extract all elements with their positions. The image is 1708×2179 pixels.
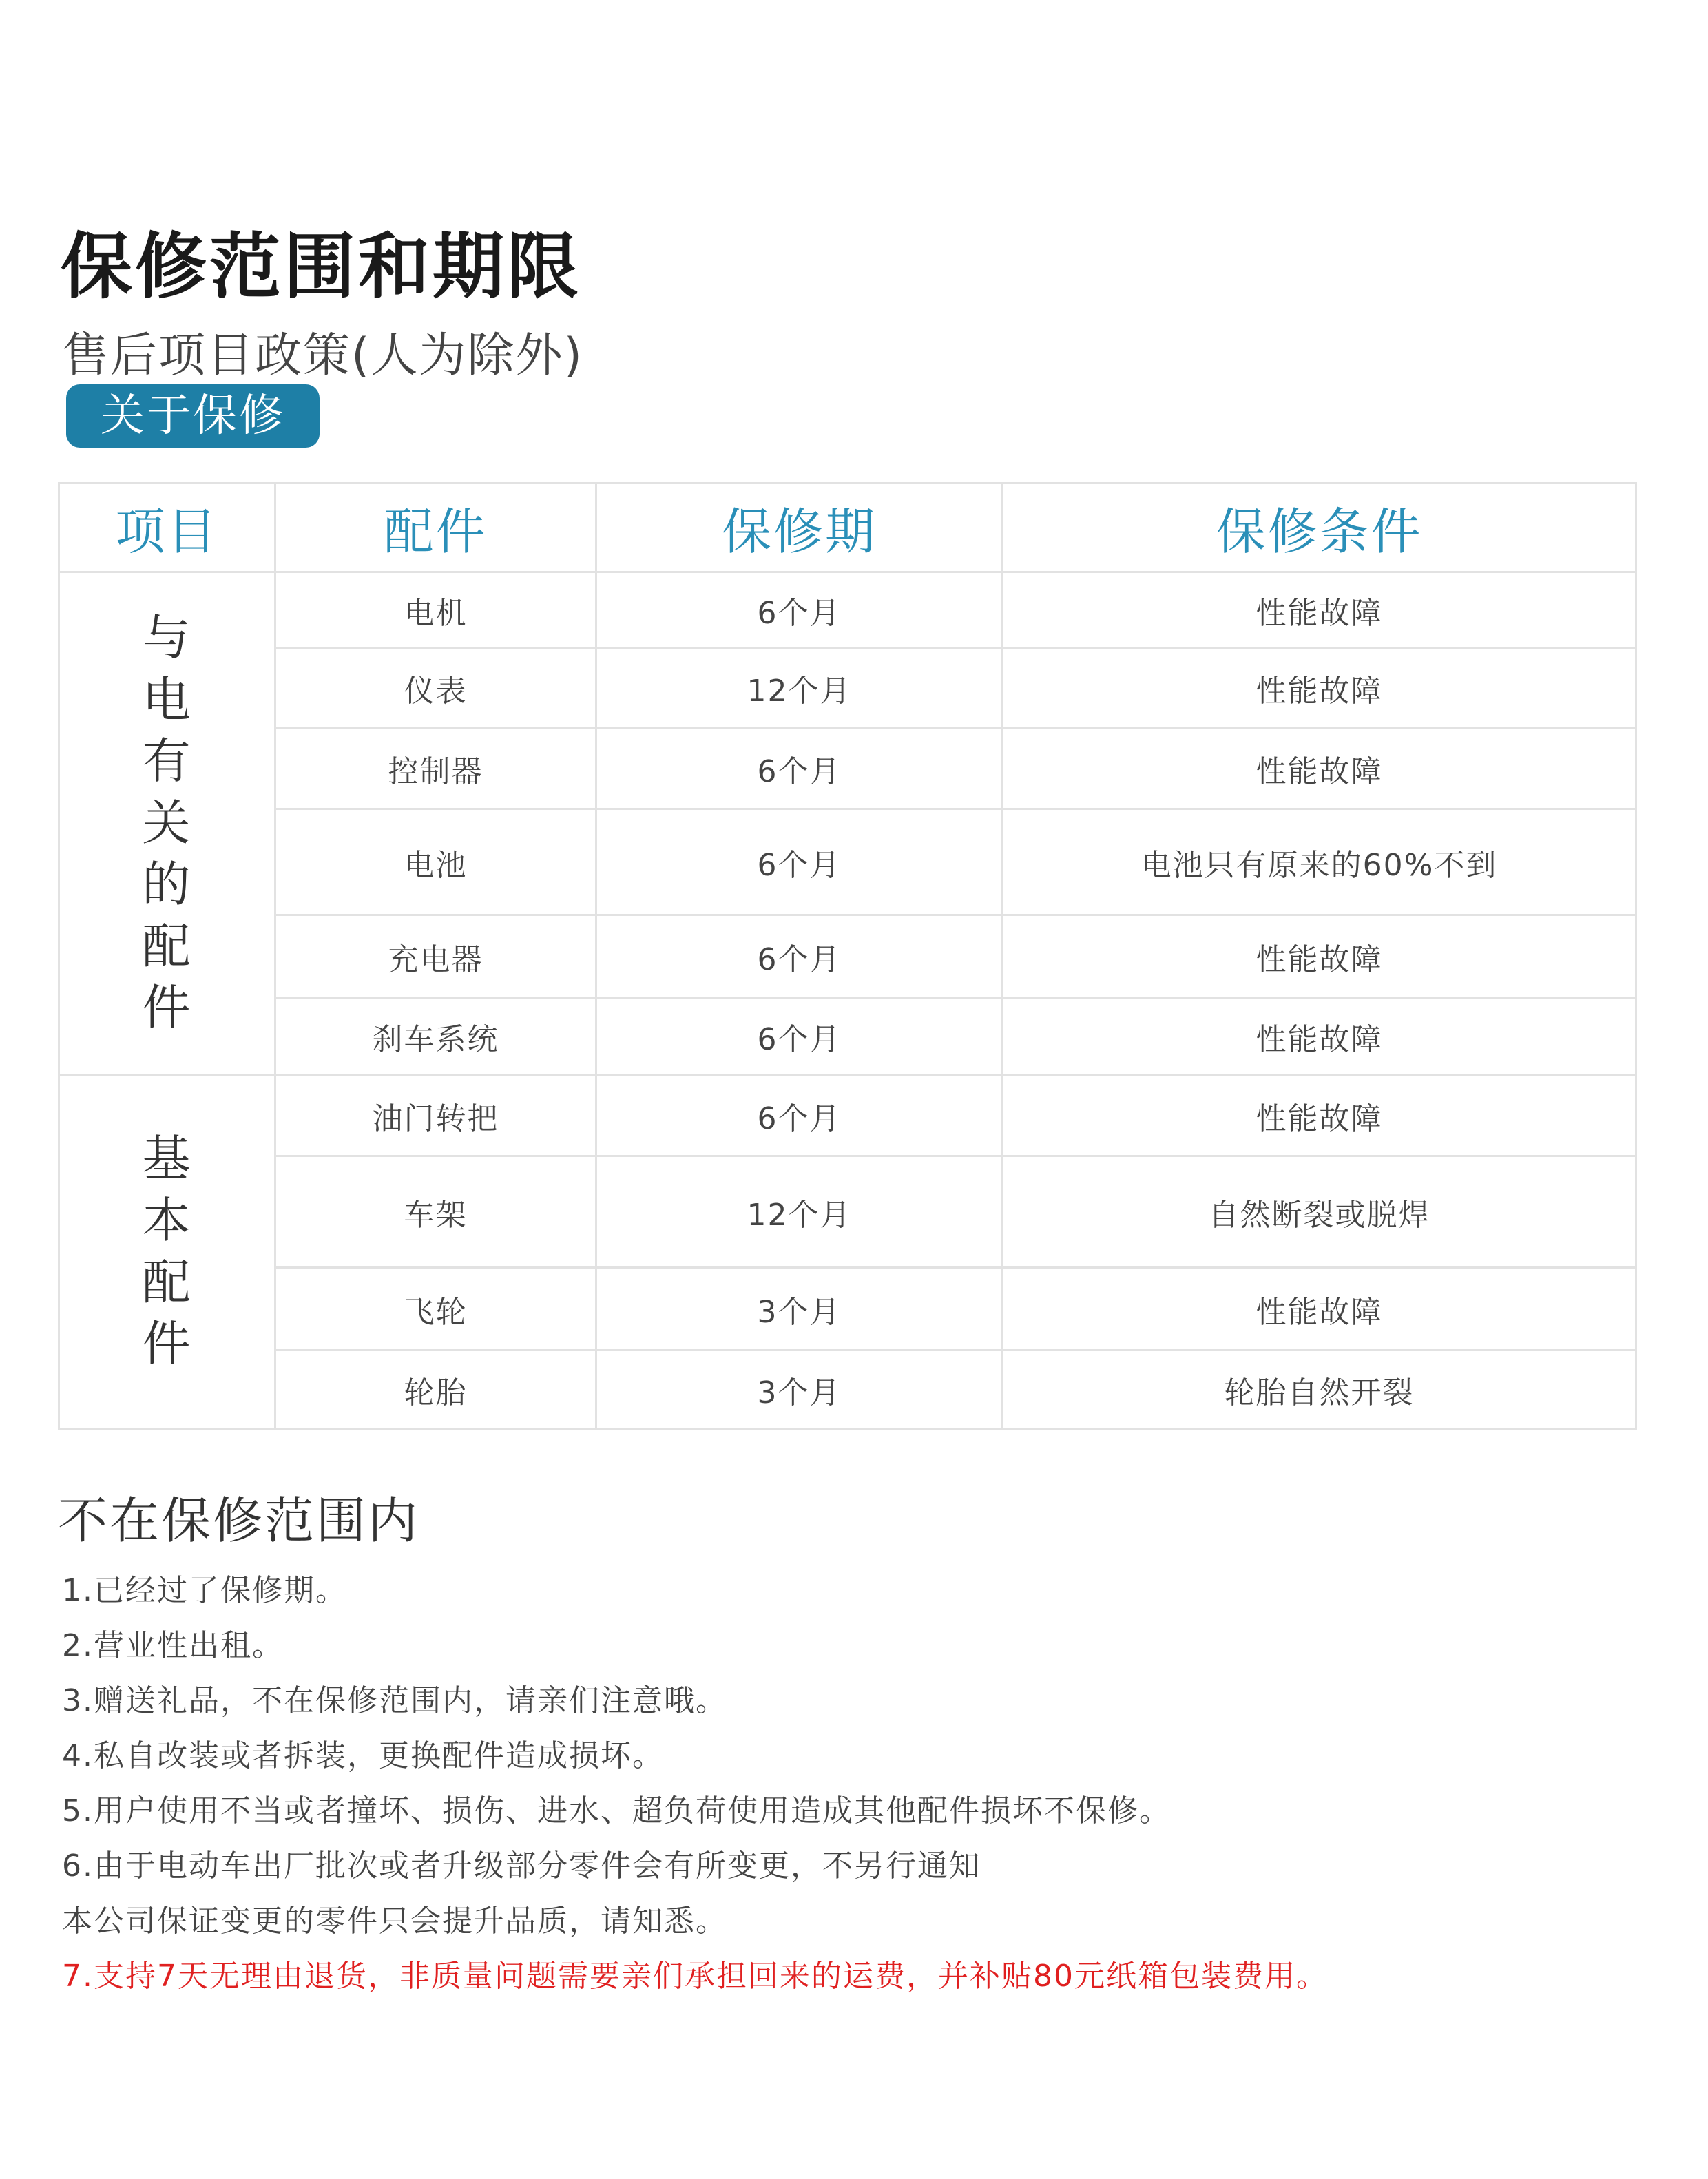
group-label-char: 本 (142, 1191, 192, 1249)
cell-part: 轮胎 (275, 1351, 596, 1429)
cell-part: 仪表 (275, 648, 596, 728)
group-label-char: 配 (142, 917, 192, 974)
cell-period: 6个月 (596, 728, 1003, 809)
group-label (60, 1128, 274, 1375)
table-row (59, 572, 1636, 648)
table-header-row (59, 483, 1636, 572)
cell-condition: 性能故障 (1003, 915, 1636, 998)
list-item: 4.私自改装或者拆装，更换配件造成损坏。 (62, 1738, 664, 1773)
list-item: 2.营业性出租。 (62, 1628, 284, 1663)
group-label-char: 与 (142, 609, 192, 666)
header-part: 配件 (275, 483, 596, 572)
exclusions-title: 不在保修范围内 (58, 1492, 420, 1550)
section-badge: 关于保修 (66, 384, 320, 448)
cell-period: 6个月 (596, 915, 1003, 998)
group-label-char: 关 (142, 794, 192, 851)
cell-condition: 性能故障 (1003, 998, 1636, 1075)
cell-period: 3个月 (596, 1268, 1003, 1351)
cell-condition: 自然断裂或脱焊 (1003, 1156, 1636, 1268)
group-label-char: 有 (142, 733, 192, 790)
header-item: 项目 (59, 483, 275, 572)
cell-period: 3个月 (596, 1351, 1003, 1429)
table-row (59, 648, 1636, 728)
cell-period: 6个月 (596, 572, 1003, 648)
header-condition: 保修条件 (1003, 483, 1636, 572)
cell-part: 电机 (275, 572, 596, 648)
table-row (59, 1351, 1636, 1429)
list-item: 5.用户使用不当或者撞坏、损伤、进水、超负荷使用造成其他配件损坏不保修。 (62, 1793, 1171, 1828)
cell-condition: 性能故障 (1003, 728, 1636, 809)
warranty-table (58, 482, 1637, 1430)
cell-part: 电池 (275, 809, 596, 915)
group-label-char: 配 (142, 1253, 192, 1311)
cell-part: 充电器 (275, 915, 596, 998)
group-label-char: 基 (142, 1130, 192, 1187)
page-subtitle: 售后项目政策(人为除外) (62, 329, 584, 383)
group-label-char: 件 (142, 1315, 192, 1373)
table-row (59, 1268, 1636, 1351)
list-item: 7.支持7天无理由退货，非质量问题需要亲们承担回来的运费，并补贴80元纸箱包装费用。 (62, 1959, 1328, 1994)
list-item: 6.由于电动车出厂批次或者升级部分零件会有所变更，不另行通知 (62, 1848, 981, 1884)
table-row (59, 1075, 1636, 1156)
cell-period: 6个月 (596, 809, 1003, 915)
list-item: 本公司保证变更的零件只会提升品质，请知悉。 (62, 1904, 727, 1939)
cell-condition: 性能故障 (1003, 1268, 1636, 1351)
cell-part: 油门转把 (275, 1075, 596, 1156)
cell-period: 6个月 (596, 998, 1003, 1075)
table-row (59, 809, 1636, 915)
cell-condition: 轮胎自然开裂 (1003, 1351, 1636, 1429)
cell-period: 12个月 (596, 1156, 1003, 1268)
cell-part: 飞轮 (275, 1268, 596, 1351)
page-title: 保修范围和期限 (61, 225, 582, 309)
group-label-char: 的 (142, 856, 192, 913)
table-row (59, 1156, 1636, 1268)
list-item: 1.已经过了保修期。 (62, 1573, 347, 1608)
header-period: 保修期 (596, 483, 1003, 572)
cell-part: 控制器 (275, 728, 596, 809)
exclusions-list (62, 1563, 1328, 2004)
group-label (60, 607, 274, 1039)
cell-part: 车架 (275, 1156, 596, 1268)
group-label-cell (59, 572, 275, 1075)
cell-part: 刹车系统 (275, 998, 596, 1075)
table-row (59, 998, 1636, 1075)
table-row (59, 915, 1636, 998)
group-label-char: 电 (142, 671, 192, 728)
group-label-char: 件 (142, 979, 192, 1036)
cell-condition: 性能故障 (1003, 1075, 1636, 1156)
cell-period: 6个月 (596, 1075, 1003, 1156)
cell-condition: 电池只有原来的60%不到 (1003, 809, 1636, 915)
group-label-cell (59, 1075, 275, 1429)
cell-condition: 性能故障 (1003, 648, 1636, 728)
list-item: 3.赠送礼品，不在保修范围内，请亲们注意哦。 (62, 1683, 727, 1718)
table-row (59, 728, 1636, 809)
cell-condition: 性能故障 (1003, 572, 1636, 648)
cell-period: 12个月 (596, 648, 1003, 728)
